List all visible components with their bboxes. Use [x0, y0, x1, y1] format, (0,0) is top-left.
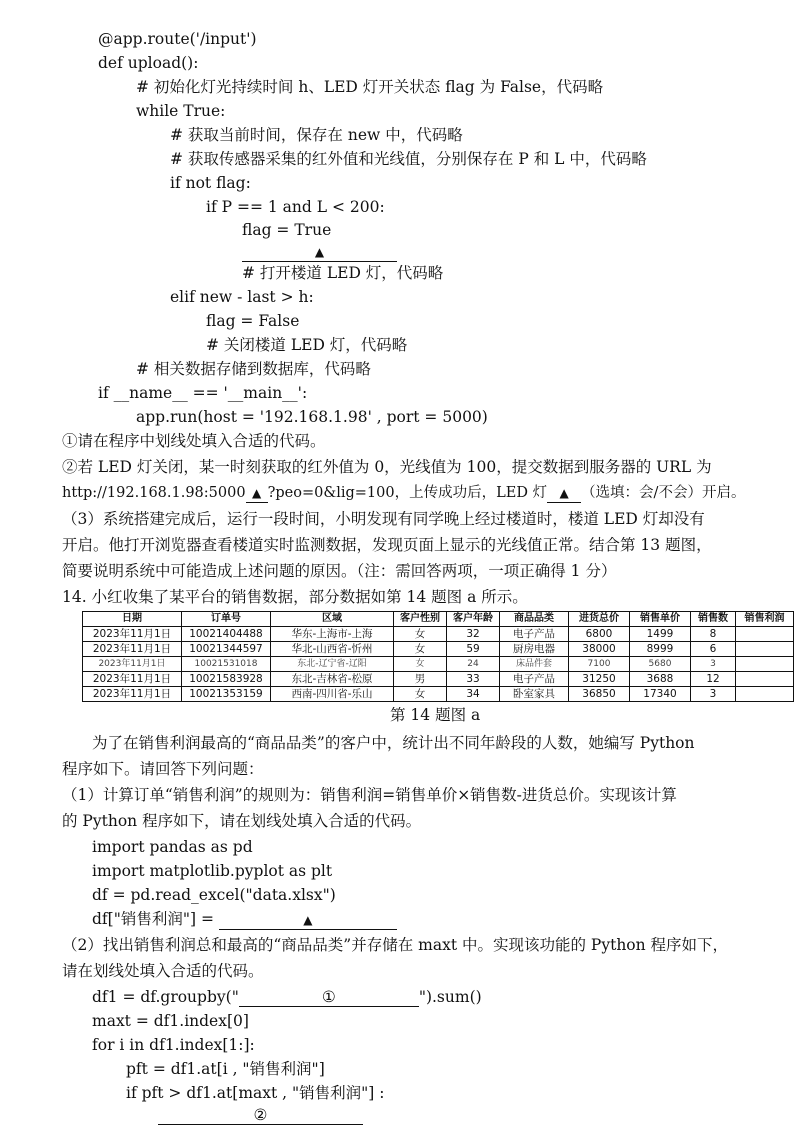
table-cell: 6800 [569, 627, 630, 642]
code-line: maxt = df1.index[0] [92, 1012, 249, 1030]
question-text [62, 482, 745, 504]
code-line: for i in df1.index[1:]: [92, 1036, 255, 1054]
url-prefix: http://192.168.1.98:5000 [62, 485, 246, 501]
circled-number: ② [253, 1106, 268, 1124]
table-cell: 女 [394, 642, 447, 657]
answer-blank[interactable] [242, 240, 397, 262]
code-comment: # 打开楼道 LED 灯，代码略 [242, 264, 444, 282]
column-header: 销售单价 [630, 612, 691, 627]
table-cell: 59 [447, 642, 500, 657]
code-comment: # 初始化灯光持续时间 h、LED 灯开关状态 flag 为 False，代码略 [136, 78, 604, 96]
code-line: @app.route('/input') [98, 30, 257, 48]
code-line: pft = df1.at[i , "销售利润"] [126, 1060, 325, 1078]
figure-caption: 第 14 题图 a [390, 706, 481, 724]
code-line: if __name__ == '__main__': [98, 384, 308, 402]
table-cell: 女 [394, 687, 447, 702]
table-cell: 3688 [630, 672, 691, 687]
triangle-mark-icon: ▲ [314, 245, 325, 259]
table-cell: 3 [691, 687, 736, 702]
table-cell: 7100 [569, 657, 630, 672]
column-header: 商品品类 [500, 612, 569, 627]
table-cell: 2023年11月1日 [83, 672, 182, 687]
table-cell: 33 [447, 672, 500, 687]
triangle-mark-icon: ▲ [251, 486, 262, 500]
column-header: 销售数 [691, 612, 736, 627]
table-cell: 3 [691, 657, 736, 672]
table-cell [736, 627, 794, 642]
code-line: df = pd.read_excel("data.xlsx") [92, 886, 336, 904]
table-cell: 东北-辽宁省-辽阳 [271, 657, 394, 672]
table-cell: 床品件套 [500, 657, 569, 672]
table-cell: 男 [394, 672, 447, 687]
table-cell: 华北-山西省-忻州 [271, 642, 394, 657]
code-line: elif new - last > h: [170, 288, 314, 306]
table-cell: 2023年11月1日 [83, 687, 182, 702]
table-cell: 2023年11月1日 [83, 657, 182, 672]
url-suffix: ?peo=0&lig=100，上传成功后，LED 灯 [267, 485, 548, 501]
answer-blank[interactable] [158, 1104, 363, 1126]
column-header: 客户性别 [394, 612, 447, 627]
table-row [83, 627, 794, 642]
question-text: ①请在程序中划线处填入合适的代码。 [62, 432, 326, 450]
column-header: 销售利润 [736, 612, 794, 627]
code-line: app.run(host = '192.168.1.98' , port = 5000) [136, 408, 488, 426]
table-cell: 10021353159 [182, 687, 271, 702]
question-text: 开启。他打开浏览器查看楼道实时监测数据，发现页面上显示的光线值正常。结合第 13 题图， [62, 536, 712, 554]
answer-blank[interactable] [219, 910, 397, 930]
table-cell: 西南-四川省-乐山 [271, 687, 394, 702]
table-cell: 36850 [569, 687, 630, 702]
table-cell: 31250 [569, 672, 630, 687]
code-line: import pandas as pd [92, 838, 253, 856]
table-cell [736, 642, 794, 657]
option-hint: （选填：会/不会）开启。 [581, 485, 746, 501]
code-line: flag = False [206, 312, 300, 330]
table-cell: 6 [691, 642, 736, 657]
question-text: 请在划线处填入合适的代码。 [62, 962, 264, 980]
table-cell: 8999 [630, 642, 691, 657]
triangle-mark-icon: ▲ [559, 486, 569, 500]
answer-blank[interactable] [547, 484, 581, 503]
table-row [83, 687, 794, 702]
table-cell: 24 [447, 657, 500, 672]
code-line: flag = True [242, 221, 332, 239]
question-text: 简要说明系统中可能造成上述问题的原因。（注：需回答两项，一项正确得 1 分） [62, 562, 617, 580]
table-cell [736, 672, 794, 687]
question-text: 的 Python 程序如下，请在划线处填入合适的代码。 [62, 812, 422, 830]
question-text: （1）计算订单“销售利润”的规则为：销售利润=销售单价×销售数-进货总价。实现该计算 [62, 786, 677, 804]
code-comment: # 相关数据存储到数据库，代码略 [136, 360, 371, 378]
table-cell: 5680 [630, 657, 691, 672]
code-comment: # 获取传感器采集的红外值和光线值，分别保存在 P 和 L 中，代码略 [170, 150, 647, 168]
question-text: （2）找出销售利润总和最高的“商品品类”并存储在 maxt 中。实现该功能的 Python 程序如下， [62, 936, 729, 954]
table-cell: 东北-吉林省-松原 [271, 672, 394, 687]
table-cell: 1499 [630, 627, 691, 642]
table-row [83, 657, 794, 672]
triangle-mark-icon: ▲ [303, 913, 313, 927]
table-row [83, 672, 794, 687]
code-line: if pft > df1.at[maxt , "销售利润"] : [126, 1084, 385, 1102]
table-cell [736, 687, 794, 702]
table-cell: 电子产品 [500, 672, 569, 687]
table-cell: 8 [691, 627, 736, 642]
column-header: 进货总价 [569, 612, 630, 627]
table-cell: 12 [691, 672, 736, 687]
table-cell: 17340 [630, 687, 691, 702]
column-header: 区域 [271, 612, 394, 627]
answer-blank[interactable] [239, 988, 419, 1007]
question-text: 程序如下。请回答下列问题： [62, 760, 264, 778]
answer-blank[interactable] [246, 484, 268, 503]
column-header: 订单号 [182, 612, 271, 627]
table-cell: 32 [447, 627, 500, 642]
column-header: 客户年龄 [447, 612, 500, 627]
table-cell: 38000 [569, 642, 630, 657]
table-cell: 电子产品 [500, 627, 569, 642]
table-cell: 华东-上海市-上海 [271, 627, 394, 642]
code-comment: # 关闭楼道 LED 灯，代码略 [206, 336, 408, 354]
circled-number: ① [321, 988, 336, 1006]
code-text: ").sum() [418, 988, 482, 1006]
table-cell: 2023年11月1日 [83, 627, 182, 642]
table-cell: 卧室家具 [500, 687, 569, 702]
table-cell: 10021344597 [182, 642, 271, 657]
table-cell [736, 657, 794, 672]
question-text: 14. 小红收集了某平台的销售数据，部分数据如第 14 题图 a 所示。 [62, 588, 528, 606]
table-cell: 女 [394, 657, 447, 672]
sales-table [82, 611, 794, 702]
code-line: while True: [136, 102, 226, 120]
table-cell: 34 [447, 687, 500, 702]
table-cell: 厨房电器 [500, 642, 569, 657]
code-line: import matplotlib.pyplot as plt [92, 862, 333, 880]
code-comment: # 获取当前时间，保存在 new 中，代码略 [170, 126, 463, 144]
table-cell: 女 [394, 627, 447, 642]
table-header-row [83, 612, 794, 627]
code-line: if not flag: [170, 174, 251, 192]
column-header: 日期 [83, 612, 182, 627]
code-line: if P == 1 and L < 200: [206, 198, 385, 216]
question-text: ②若 LED 灯关闭，某一时刻获取的红外值为 0，光线值为 100，提交数据到服务器的 URL 为 [62, 458, 712, 476]
table-cell: 10021583928 [182, 672, 271, 687]
code-line: def upload(): [98, 54, 199, 72]
question-text: 为了在销售利润最高的“商品品类”的客户中，统计出不同年龄段的人数，她编写 Python [92, 734, 695, 752]
table-row [83, 642, 794, 657]
code-line [92, 908, 397, 930]
code-text: df["销售利润"] = [92, 910, 214, 928]
table-cell: 10021531018 [182, 657, 271, 672]
question-text: （3）系统搭建完成后，运行一段时间，小明发现有同学晚上经过楼道时，楼道 LED 灯却没有 [62, 510, 705, 528]
code-line [92, 986, 482, 1008]
table-cell: 10021404488 [182, 627, 271, 642]
table-cell: 2023年11月1日 [83, 642, 182, 657]
code-text: df1 = df.groupby(" [92, 988, 239, 1006]
